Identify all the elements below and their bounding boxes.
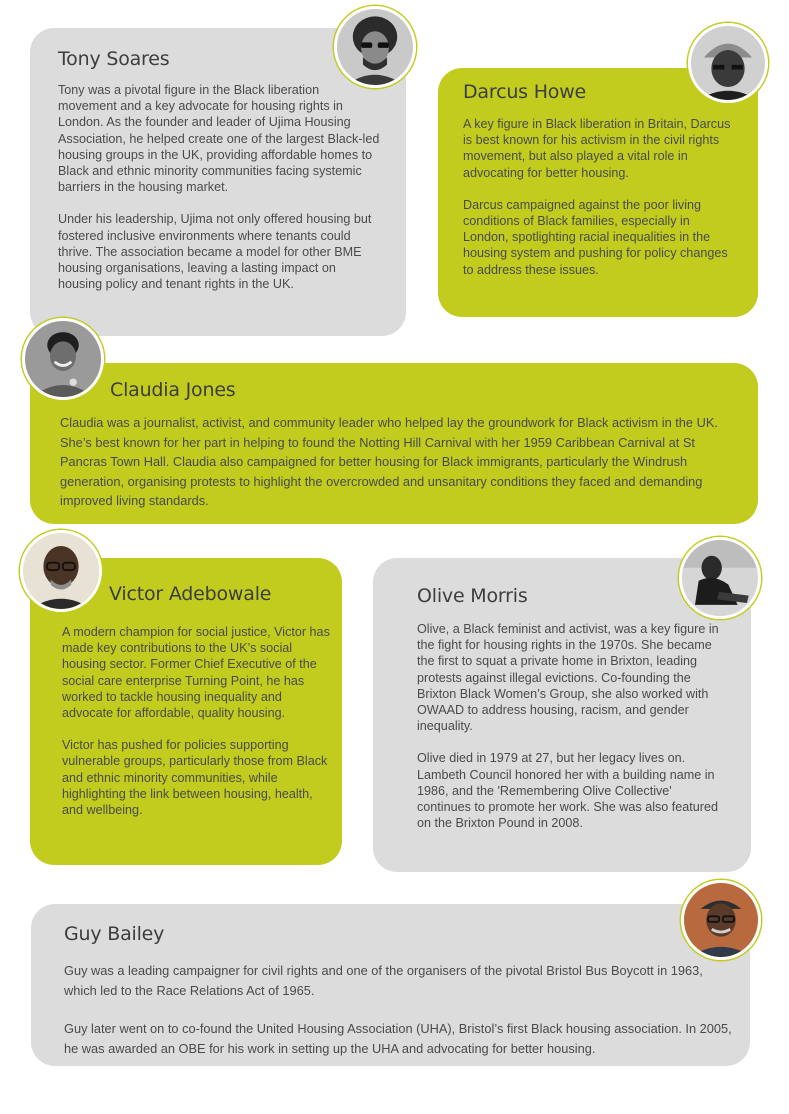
bio-paragraph: Olive, a Black feminist and activist, was a key figure in the fight for housing rights in the 1970s. She became the first to squat a private home in Brixton, leading protests against illegal evictions. Co-founding the Brixton Black Women’s Group, she also worked with OWAAD to address housing, racism, and gender inequality. [417, 622, 719, 734]
bio-paragraph: Victor has pushed for policies supporting vulnerable groups, particularly those from Black and ethnic minority communities, while highlighting the link between housing, health, and wellbeing. [62, 738, 328, 818]
profile-bio [417, 621, 727, 831]
bio-paragraph: A key figure in Black liberation in Britain, Darcus is best known for his activism in the civil rights movement, but also played a vital role in advocating for better housing. [463, 117, 731, 180]
bio-paragraph: Guy later went on to co-found the United Housing Association (UHA), Bristol’s first Black housing association. In 2005, he was awarded an OBE for his work in setting up the UHA and advocating for better housing. [64, 1021, 732, 1056]
profile-bio [58, 82, 380, 292]
portrait-photo-olive-morris [679, 537, 761, 619]
portrait-photo-guy-bailey [681, 880, 761, 960]
bio-paragraph: A modern champion for social justice, Victor has made key contributions to the UK’s social housing sector. Former Chief Executive of the social care enterprise Turning Point, he has worked to tackle housing inequality and advocate for affordable, quality housing. [62, 625, 330, 721]
profile-card-guy-bailey [31, 904, 750, 1066]
profile-name: Guy Bailey [64, 923, 165, 945]
portrait-photo-victor-adebowale [20, 530, 102, 612]
bio-paragraph: Guy was a leading campaigner for civil rights and one of the organisers of the pivotal Bristol Bus Boycott in 1963, which led to the Race Relations Act of 1965. [64, 963, 703, 998]
bio-paragraph: Tony was a pivotal figure in the Black liberation movement and a key advocate for housing rights in London. As the founder and leader of Ujima Housing Association, he helped create one of the largest Black-led housing groups in the UK, providing affordable homes to Black and ethnic minority communities facing systemic barriers in the housing market. [58, 83, 380, 195]
profile-name: Tony Soares [58, 48, 170, 70]
profile-name: Olive Morris [417, 585, 528, 607]
portrait-photo-darcus-howe [688, 23, 768, 103]
portrait-photo-tony-soares [334, 6, 416, 88]
profile-card-darcus-howe [438, 68, 758, 317]
bio-paragraph: Under his leadership, Ujima not only offered housing but fostered inclusive environments where tenants could thrive. The association became a model for other BME housing organisations, leaving a lasting impact on housing policy and tenant rights in the UK. [58, 212, 372, 292]
profile-bio [64, 961, 734, 1058]
profile-bio [60, 413, 740, 511]
bio-paragraph: Claudia was a journalist, activist, and community leader who helped lay the groundwork for Black activism in the UK. She’s best known for her part in helping to found the Notting Hill Carnival with her 1959 Caribbean Carnival at St Pancras Town Hall. Claudia also campaigned for better housing for Black immigrants, particularly the Windrush generation, organising protests to highlight the overcrowded and unsanitary conditions they faced and demanding improved living standards. [60, 415, 718, 509]
profile-card-claudia-jones [30, 363, 758, 524]
bio-paragraph: Darcus campaigned against the poor living conditions of Black families, especially in London, spotlighting racial inequalities in the housing system and pushing for policy changes to address these issues. [463, 197, 728, 277]
profile-name: Darcus Howe [463, 81, 587, 103]
bio-paragraph: Olive died in 1979 at 27, but her legacy lives on. Lambeth Council honored her with a building name in 1986, and the 'Remembering Olive Collective' continues to promote her work. She was also featured on the Brixton Pound in 2008. [417, 751, 719, 831]
portrait-photo-claudia-jones [22, 318, 104, 400]
profile-bio [62, 624, 330, 818]
profile-bio [463, 116, 735, 278]
profile-name: Claudia Jones [110, 379, 236, 401]
profile-name: Victor Adebowale [109, 583, 272, 605]
